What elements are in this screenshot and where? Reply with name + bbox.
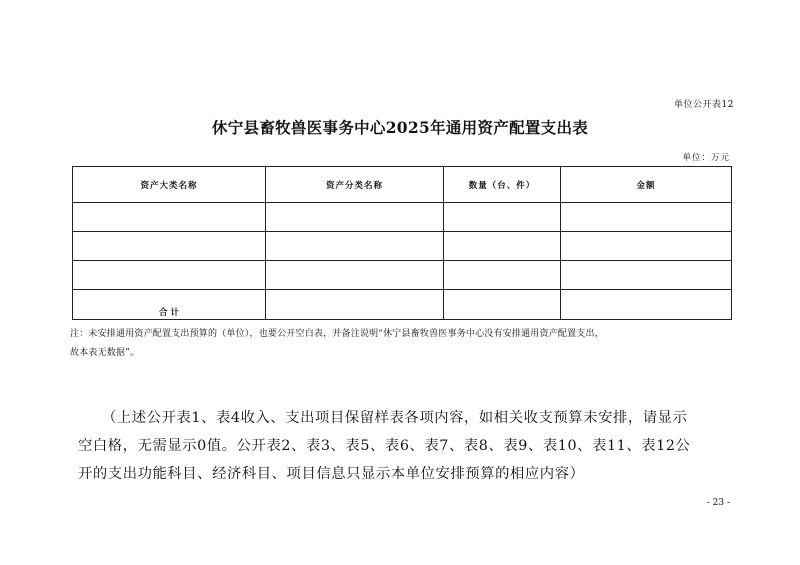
- note-line: 注：未安排通用资产配置支出预算的（单位），也要公开空白表，并备注说明“休宁县畜牧兽医事务中心没有安排通用资产配置支出，: [70, 329, 604, 339]
- table-row: [73, 203, 732, 232]
- table-cell: [561, 232, 732, 261]
- table-cell: [444, 203, 561, 232]
- total-label: 合 计: [73, 290, 266, 320]
- table-row: [73, 232, 732, 261]
- table-cell: [73, 203, 266, 232]
- table-note: [70, 325, 740, 363]
- column-header: 金额: [561, 167, 732, 203]
- table-cell: [266, 203, 444, 232]
- paragraph-line: 开的支出功能科目、经济科目、项目信息只显示本单位安排预算的相应内容）: [78, 466, 585, 482]
- table-cell: [561, 261, 732, 290]
- column-header: 资产分类名称: [266, 167, 444, 203]
- table-cell: [444, 261, 561, 290]
- table-cell: [73, 261, 266, 290]
- table-row: [73, 261, 732, 290]
- table-cell: [266, 232, 444, 261]
- table-cell: [561, 203, 732, 232]
- explanation-paragraph: [78, 404, 742, 488]
- unit-label: 单位：万元: [682, 153, 730, 163]
- page-number: - 23 -: [706, 498, 730, 508]
- table-cell: [266, 290, 444, 320]
- page-title: 休宁县畜牧兽医事务中心2025年通用资产配置支出表: [211, 118, 589, 137]
- table-cell: [444, 232, 561, 261]
- table-header-row: [73, 167, 732, 203]
- paragraph-line: （上述公开表1、表4收入、支出项目保留样表各项内容，如相关收支预算未安排，请显示: [102, 410, 688, 426]
- table-cell: [266, 261, 444, 290]
- table-cell: [444, 290, 561, 320]
- table-cell: [561, 290, 732, 320]
- total-row: [73, 290, 732, 320]
- asset-table: [72, 166, 732, 320]
- note-line: 故本表无数据”。: [70, 348, 140, 358]
- column-header: 资产大类名称: [73, 167, 266, 203]
- paragraph-line: 空白格，无需显示0值。公开表2、表3、表5、表6、表7、表8、表9、表10、表11、表12公: [78, 438, 691, 454]
- table-cell: [73, 232, 266, 261]
- column-header: 数量（台、件）: [444, 167, 561, 203]
- form-code: 单位公开表12: [674, 100, 734, 110]
